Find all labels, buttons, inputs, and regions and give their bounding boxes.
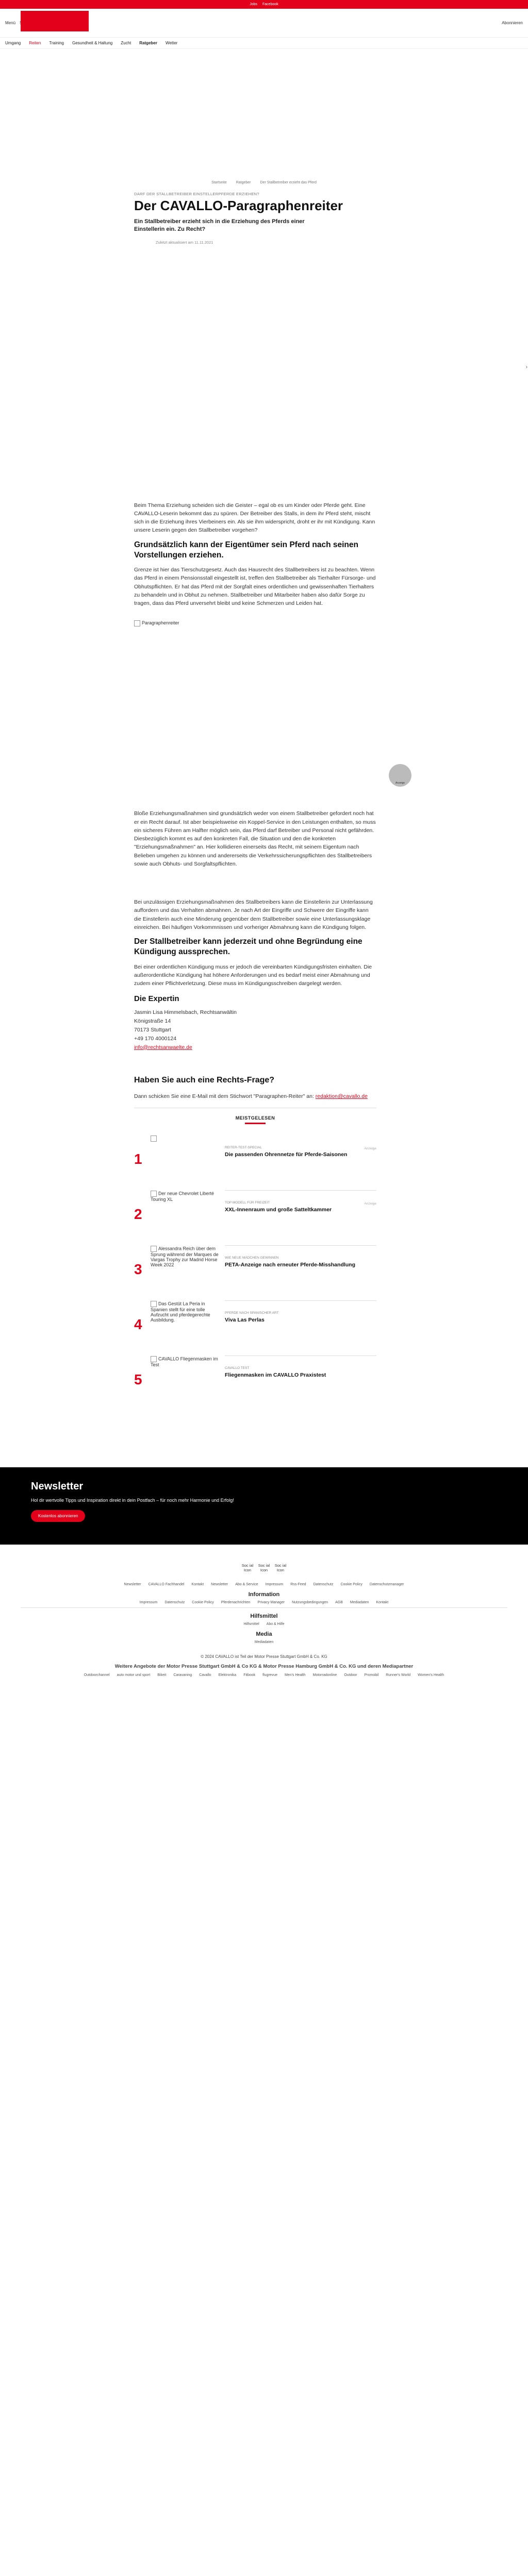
social-icon[interactable]: Soc ial Icon bbox=[258, 1563, 270, 1573]
teaser-headline[interactable]: PETA-Anzeige nach erneuter Pferde-Misshandlung bbox=[225, 1262, 356, 1268]
breadcrumb-item[interactable]: Ratgeber bbox=[236, 181, 251, 184]
paragraph: Bei einer ordentlichen Kündigung muss er jedoch die vereinbarten Kündigungsfristen einhalten. Die außerordentliche Kündigung hat höhere Anforderungen und es bedarf meist einer Abmahnung und zudem einer Pflichtverletzung. Diese muss im Kündigungsschreiben dargelegt werden. bbox=[134, 963, 372, 987]
paragraph: Bloße Erziehungsmaßnahmen sind grundsätzlich weder von einem Stallbetreiber gefordert noch hat er ein Recht darauf. Ist aber beispielsweise ein Koppel-Service in den Leistungen enthalten, so muss ein sicheres Führen am Halfter möglich sein, das Pferd darf Betreiber und Personal nicht gefährden. Diesbezüglich kommt es auf den konkreten Fall, die Situation und den die konkreten "Erziehungsmaßnahmen" an. Hier kollidieren einerseits das Recht, mit seinem Eigentum nach Belieben umgehen zu können und andererseits die Verkehrssicherungspflichten des Stallbetreibers sowie auch Obhuts- und Sorgfaltspflichten. bbox=[134, 810, 376, 867]
expert-line: Jasmin Lisa Himmelsbach, Rechtsanwältin bbox=[134, 1009, 237, 1016]
footer-link[interactable]: AGB bbox=[335, 1601, 343, 1605]
teaser-headline[interactable]: Die passenden Ohrennetze für Pferde-Saisonen bbox=[225, 1151, 348, 1158]
expert-line: Königstraße 14 bbox=[134, 1018, 171, 1025]
footer-links bbox=[0, 1583, 528, 1586]
partner-link[interactable]: Bikeit bbox=[157, 1673, 167, 1677]
paragraph: Beim Thema Erziehung scheiden sich die Geister – egal ob es um Kinder oder Pferde geht. Eine CAVALLO-Leserin bekommt das zu spüren. Der Betreiber des Stalls, in dem ihr Pferd steht, mischt sich in die Erziehung ihres Vierbeiners ein. Als sie ihm widerspricht, droht er ihr mit Kündigung. Kann unsere Leserin gegen den Stallbetreiber vorgehen? bbox=[134, 502, 375, 534]
footer-link[interactable]: Cookie Policy bbox=[192, 1601, 214, 1605]
expert-line: +49 170 4000124 bbox=[134, 1035, 177, 1042]
partner-link[interactable]: flugrevue bbox=[262, 1673, 277, 1677]
footer-link[interactable]: Impressum bbox=[265, 1583, 284, 1587]
footer-link[interactable]: Datenschutzmanager bbox=[369, 1583, 404, 1587]
ad-space bbox=[73, 49, 455, 181]
footer-link[interactable]: Impressum bbox=[139, 1601, 158, 1605]
teaser-image bbox=[151, 1136, 220, 1142]
teaser-kicker: WIE NEUE MÄDCHEN GEWINNEN bbox=[225, 1256, 279, 1260]
footer-link[interactable]: CAVALLO Fachhandel bbox=[148, 1583, 185, 1587]
partner-link[interactable]: Caravaning bbox=[173, 1673, 192, 1677]
footer-links bbox=[0, 1640, 528, 1644]
question-title: Haben Sie auch eine Rechts-Frage? bbox=[134, 1076, 275, 1085]
newsletter-text: Hol dir wertvolle Tipps und Inspiration direkt in dein Postfach – für noch mehr Harmonie und Erfolg! bbox=[31, 1498, 234, 1503]
footer-link[interactable]: Privacy Manager bbox=[257, 1601, 285, 1605]
teaser-image: Alessandra Reich über dem Sprung während der Marques de Vargas Trophy zur Madrid Horse Week 2022 bbox=[151, 1246, 220, 1267]
nav-item-wetter[interactable]: Wetter bbox=[165, 41, 178, 45]
nav-item-zucht[interactable]: Zucht bbox=[121, 41, 131, 45]
subheading: Grundsätzlich kann der Eigentümer sein Pferd nach seinen Vorstellungen erziehen. bbox=[134, 540, 358, 560]
question-email-link[interactable]: redaktion@cavallo.de bbox=[315, 1093, 368, 1100]
teaser-kicker: PFERDE NACH SPANISCHER ART bbox=[225, 1311, 279, 1315]
main-navigation bbox=[0, 38, 528, 49]
partner-link[interactable]: Cavallo bbox=[199, 1673, 211, 1677]
partner-link[interactable]: Promobil bbox=[364, 1673, 379, 1677]
nav-item-gesundheit[interactable]: Gesundheit & Haltung bbox=[72, 41, 113, 45]
footer-link[interactable]: Hilfsmittel bbox=[243, 1622, 259, 1626]
topbar-right-link[interactable]: Facebook bbox=[262, 3, 278, 6]
most-read bbox=[134, 1115, 376, 1411]
teaser-image: Der neue Chevrolet Liberté Touring XL bbox=[151, 1191, 220, 1202]
chevron-right-icon[interactable]: › bbox=[525, 364, 527, 370]
site-header bbox=[0, 9, 528, 38]
ad-tag: Anzeige bbox=[364, 1202, 376, 1206]
subheading: Der Stallbetreiber kann jederzeit und ohne Begründung eine Kündigung aussprechen. bbox=[134, 937, 362, 957]
partner-link[interactable]: Men's Health bbox=[284, 1673, 306, 1677]
footer-link[interactable]: Datenschutz bbox=[313, 1583, 334, 1587]
copyright: © 2024 CAVALLO ist Teil der Motor Presse Stuttgart GmbH & Co. KG bbox=[201, 1654, 327, 1659]
ad-tag: Anzeige bbox=[364, 1147, 376, 1151]
footer-link[interactable]: Abo & Hilfe bbox=[266, 1622, 285, 1626]
footer-links bbox=[0, 1622, 528, 1626]
rank-number: 1 bbox=[134, 1151, 142, 1167]
footer-link[interactable]: Pferdenachrichten bbox=[221, 1601, 251, 1605]
partner-link[interactable]: Motorradonline bbox=[312, 1673, 337, 1677]
nav-item-reiten[interactable]: Reiten bbox=[29, 41, 41, 45]
breadcrumb-current: Der Stallbetreiber erzieht das Pferd bbox=[260, 181, 317, 184]
teaser-image: CAVALLO Fliegenmasken im Test bbox=[151, 1356, 220, 1367]
teaser-headline[interactable]: XXL-Innenraum und große Satteltkammer bbox=[225, 1207, 332, 1213]
partner-link[interactable]: Outdoorchannel bbox=[84, 1673, 110, 1677]
partner-links bbox=[0, 1673, 528, 1677]
newsletter-banner bbox=[0, 1467, 528, 1545]
list-item[interactable] bbox=[134, 1356, 376, 1411]
newsletter-title: Newsletter bbox=[31, 1481, 84, 1493]
paragraph: Bei unzulässigen Erziehungsmaßnahmen des Stallbetreibers kann die Einstellerin zur Unterlassung auffordern und das Verhalten abmahnen. Je nach Art der Eingriffe und Schwere der Eingriffe kann die Einstellerin auch eine Minderung gegenüber dem Stallbetreiber sowie eine Unterlassungsklage einreichen. Bei häufigen Vorkommnissen und vorheriger Abmahnung kann die Kündigung folgen. bbox=[134, 899, 373, 930]
site-logo[interactable] bbox=[21, 11, 89, 31]
teaser-kicker: TOP MODELL FÜR FREIZEIT bbox=[225, 1201, 270, 1205]
teaser-kicker: CAVALLO TEST bbox=[225, 1366, 250, 1370]
footer-link[interactable]: Mediadaten bbox=[350, 1601, 369, 1605]
question-text: Dann schicken Sie eine E-Mail mit dem Stichwort "Paragraphen-Reiter" an: bbox=[134, 1093, 314, 1100]
list-item[interactable] bbox=[134, 1136, 376, 1190]
expert-line: 70173 Stuttgart bbox=[134, 1026, 171, 1033]
nav-item-umgang[interactable]: Umgang bbox=[5, 41, 21, 45]
article-lead: Ein Stallbetreiber erzieht sich in die Erziehung des Pferds einer Einstellerin ein. Zu Recht? bbox=[134, 218, 305, 233]
rank-number: 5 bbox=[134, 1371, 142, 1388]
list-item[interactable] bbox=[134, 1301, 376, 1355]
footer-link[interactable]: Kontakt bbox=[376, 1601, 389, 1605]
expert-email-link[interactable]: info@rechtsanwaelte.de bbox=[134, 1044, 192, 1050]
teaser-kicker: REITER-TEST-SPECIAL bbox=[225, 1146, 262, 1150]
list-item[interactable] bbox=[134, 1246, 376, 1300]
paragraph: Grenze ist hier das Tierschutzgesetz. Auch das Hausrecht des Stallbetreibers ist zu beachten. Wenn das Pferd in einem Pensionsstall eingestellt ist, treffen den Stallbetreiber als Tierhalter Fürsorge- und Obhutspflichten. Er hat das Pferd mit der Sorgfalt eines ordentlichen und gewissenhaften Tierhalters zu behandeln und in Obhut zu nehmen. Stallbetreiber und Mitarbeiter haben also dafür Sorge zu tragen, dass das Pferd unversehrt bleibt und keine Schmerzen und Leiden hat. bbox=[134, 567, 376, 607]
site-footer bbox=[0, 1545, 528, 1677]
social-links bbox=[0, 1563, 528, 1581]
publisher-note: Weitere Angebote der Motor Presse Stuttgart GmbH & Co KG & Motor Presse Hamburg GmbH & Co. KG und deren Mediapartner bbox=[114, 1664, 414, 1670]
breadcrumb bbox=[73, 181, 455, 184]
footer-link[interactable]: Newsletter bbox=[211, 1583, 228, 1587]
partner-link[interactable]: Fitbook bbox=[243, 1673, 256, 1677]
top-bar bbox=[0, 0, 528, 9]
menu-button[interactable]: Menü bbox=[5, 21, 16, 25]
footer-links bbox=[0, 1601, 528, 1604]
inline-image bbox=[134, 618, 405, 799]
social-icon[interactable]: Soc ial Icon bbox=[274, 1563, 287, 1573]
partner-link[interactable]: auto motor und sport bbox=[117, 1673, 151, 1677]
footer-link[interactable]: Nutzungsbedingungen bbox=[292, 1601, 328, 1605]
rank-number: 2 bbox=[134, 1206, 142, 1223]
footer-link[interactable]: Cookie Policy bbox=[340, 1583, 362, 1587]
partner-link[interactable]: Women's Health bbox=[418, 1673, 444, 1677]
footer-heading: Information bbox=[248, 1591, 280, 1598]
ad-badge[interactable]: Anzeige bbox=[389, 764, 411, 787]
newsletter-subscribe-button[interactable]: Kostenlos abonnieren bbox=[31, 1510, 85, 1522]
rank-number: 3 bbox=[134, 1261, 142, 1278]
nav-item-ratgeber[interactable]: Ratgeber bbox=[139, 41, 157, 45]
footer-link[interactable]: Rss-Feed bbox=[290, 1583, 306, 1587]
question-box bbox=[134, 1075, 376, 1100]
most-read-underline bbox=[245, 1123, 266, 1124]
nav-item-training[interactable]: Training bbox=[49, 41, 64, 45]
breadcrumb-item[interactable]: Startseite bbox=[211, 181, 227, 184]
footer-link[interactable]: Mediadaten bbox=[254, 1640, 274, 1645]
footer-heading: Hilfsmittel bbox=[250, 1613, 278, 1620]
article bbox=[73, 49, 527, 1411]
footer-link[interactable]: Newsletter bbox=[124, 1583, 141, 1587]
teaser-headline[interactable]: Fliegenmasken im CAVALLO Praxistest bbox=[225, 1372, 326, 1379]
teaser-image: Das Gestüt La Peria in Spanien stellt für eine tolle Aufzucht und pferdegerechte Ausbildung. bbox=[151, 1301, 220, 1323]
article-title: Der CAVALLO-Paragraphenreiter bbox=[134, 198, 343, 213]
rank-number: 4 bbox=[134, 1316, 142, 1333]
partner-link[interactable]: Outdoor bbox=[344, 1673, 357, 1677]
hero-image bbox=[73, 251, 455, 501]
social-icon[interactable]: Soc ial Icon bbox=[241, 1563, 254, 1573]
inline-image-alt: Paragraphenreiter bbox=[134, 620, 179, 625]
article-date: Zuletzt aktualisiert am 11.11.2021 bbox=[156, 240, 213, 245]
teaser-headline[interactable]: Viva Las Perlas bbox=[225, 1317, 265, 1324]
subscribe-link[interactable]: Abonnieren bbox=[502, 21, 523, 25]
footer-heading: Media bbox=[256, 1631, 272, 1638]
footer-link[interactable]: Kontakt bbox=[191, 1583, 204, 1587]
article-body bbox=[134, 501, 405, 1109]
partner-link[interactable]: Elektronika bbox=[218, 1673, 237, 1677]
most-read-title: MEISTGELESEN bbox=[235, 1115, 275, 1121]
footer-link[interactable]: Datenschutz bbox=[164, 1601, 185, 1605]
topbar-left-link[interactable]: Jobs bbox=[250, 3, 258, 6]
expert-title: Die Expertin bbox=[134, 994, 179, 1004]
list-item[interactable] bbox=[134, 1191, 376, 1245]
article-kicker: DARF DER STALLBETREIBER EINSTELLERPFERDE ERZIEHEN? bbox=[134, 192, 259, 196]
partner-link[interactable]: Runner's World bbox=[386, 1673, 411, 1677]
footer-link[interactable]: Abo & Service bbox=[235, 1583, 258, 1587]
expert-box bbox=[134, 993, 376, 1052]
